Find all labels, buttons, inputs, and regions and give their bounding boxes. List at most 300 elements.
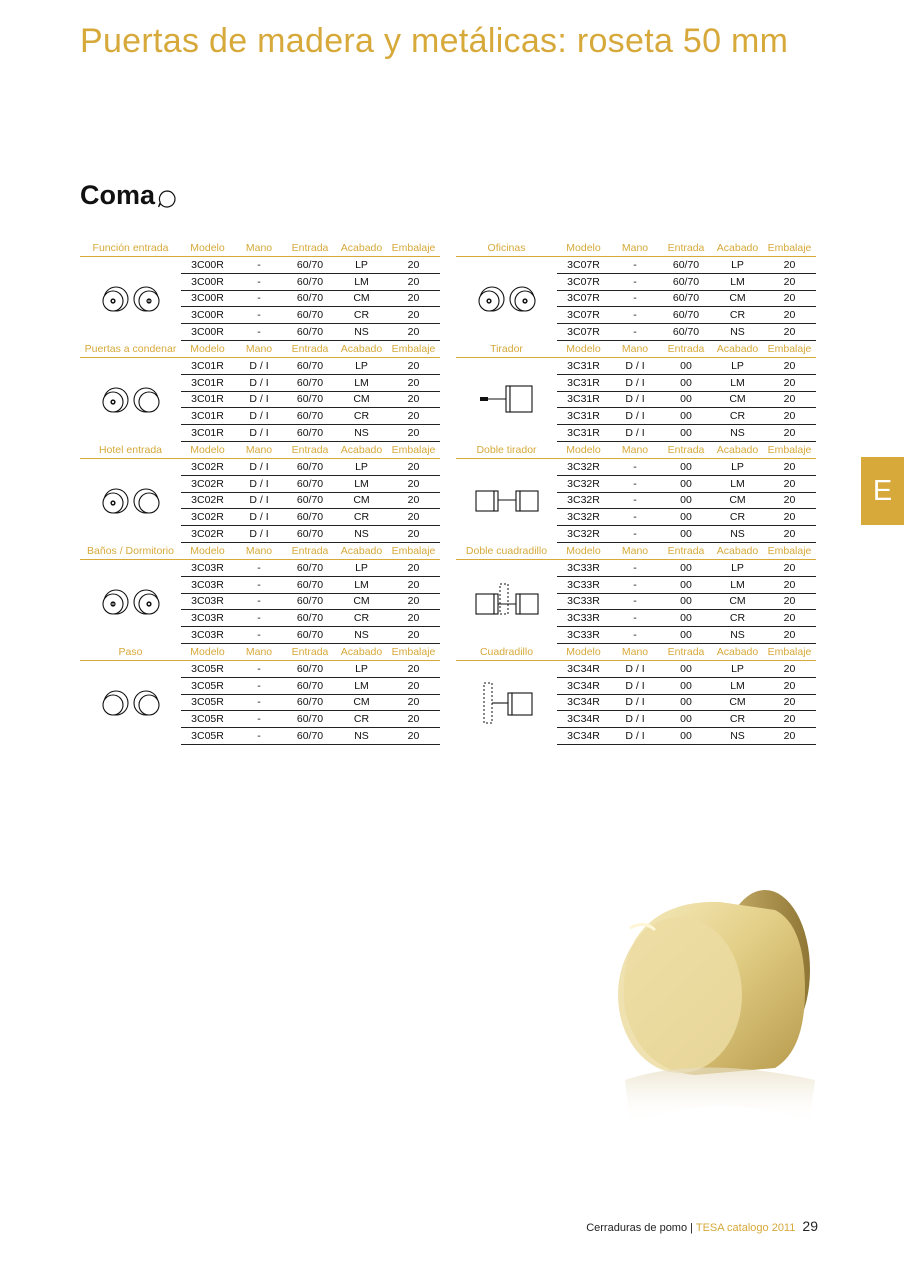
cell-entrada: 00 [680,730,692,743]
cell-embalaje: 20 [407,578,420,591]
cell-acabado: CM [729,494,746,507]
column-header-modelo: Modelo [190,242,225,254]
cell-embalaje: 20 [407,511,420,524]
cell-mano: - [633,309,637,322]
cell-mano: D / I [625,730,645,743]
cell-entrada: 60/70 [296,393,324,406]
cell-entrada: 60/70 [296,679,324,692]
cell-acabado: LP [731,561,744,574]
column-header-embalaje: Embalaje [391,545,436,557]
cell-mano: - [257,713,261,726]
table-rows [181,560,440,644]
cell-mano: - [633,578,637,591]
cell-mano: - [633,595,637,608]
cell-acabado: LM [354,477,369,490]
cell-mano: D / I [625,393,645,406]
cell-entrada: 60/70 [672,275,700,288]
cell-modelo: 3C05R [191,696,224,709]
cell-entrada: 60/70 [672,258,700,271]
cell-embalaje: 20 [783,696,796,709]
column-header-modelo: Modelo [190,343,225,355]
cell-entrada: 00 [680,561,692,574]
cell-embalaje: 20 [783,528,796,541]
cell-entrada: 00 [680,460,692,473]
cell-acabado: LM [730,578,745,591]
cell-embalaje: 20 [783,713,796,726]
table-header [456,442,816,459]
cell-mano: - [633,528,637,541]
cell-mano: - [633,275,637,288]
cell-modelo: 3C01R [191,427,224,440]
cell-embalaje: 20 [783,393,796,406]
cell-modelo: 3C05R [191,662,224,675]
cell-embalaje: 20 [783,309,796,322]
column-header-embalaje: Embalaje [767,343,812,355]
table-rows [557,257,816,341]
cell-acabado: LP [731,662,744,675]
cell-mano: D / I [249,376,269,389]
cell-entrada: 60/70 [296,292,324,305]
cell-mano: - [633,629,637,642]
cell-mano: D / I [625,662,645,675]
cell-entrada: 60/70 [672,326,700,339]
cell-modelo: 3C34R [567,713,600,726]
cell-mano: D / I [249,477,269,490]
cell-modelo: 3C05R [191,679,224,692]
column-header-acabado: Acabado [716,343,759,355]
column-header-entrada: Entrada [291,343,329,355]
table-row [557,307,816,324]
cell-modelo: 3C00R [191,275,224,288]
cell-entrada: 60/70 [296,578,324,591]
cell-acabado: NS [354,629,369,642]
cell-modelo: 3C01R [191,359,224,372]
column-header-entrada: Entrada [667,545,705,557]
cell-acabado: LM [730,275,745,288]
cell-mano: - [257,696,261,709]
cell-mano: - [633,326,637,339]
function-name: Hotel entrada [98,444,163,456]
column-header-embalaje: Embalaje [767,242,812,254]
function-name: Puertas a condenar [84,343,177,355]
cell-embalaje: 20 [783,662,796,675]
function-name: Doble cuadradillo [465,545,548,557]
table-row [181,509,440,526]
cell-modelo: 3C00R [191,309,224,322]
column-header-modelo: Modelo [190,646,225,658]
cell-embalaje: 20 [407,427,420,440]
function-name: Oficinas [487,242,526,254]
column-header-acabado: Acabado [340,444,383,456]
cell-entrada: 00 [680,696,692,709]
table-row [557,324,816,341]
column-header-modelo: Modelo [190,444,225,456]
cell-entrada: 60/70 [296,460,324,473]
cell-mano: D / I [249,460,269,473]
function-name: Doble tirador [476,444,537,456]
table-row [181,324,440,341]
table-row [181,375,440,392]
cell-acabado: CR [353,410,370,423]
cell-embalaje: 20 [783,595,796,608]
cell-mano: - [257,662,261,675]
cell-entrada: 60/70 [296,561,324,574]
cell-acabado: LM [730,477,745,490]
comma-knob-icon [157,185,177,216]
cell-acabado: LM [354,376,369,389]
cell-acabado: CR [353,612,370,625]
cell-modelo: 3C31R [567,359,600,372]
cell-acabado: CM [353,494,370,507]
table-row [181,425,440,442]
column-header-entrada: Entrada [667,444,705,456]
doble-cuadradillo-diagram-icon [456,560,557,644]
cell-mano: - [257,309,261,322]
column-header-mano: Mano [621,545,649,557]
column-header-embalaje: Embalaje [391,646,436,658]
cell-entrada: 60/70 [296,662,324,675]
cell-embalaje: 20 [407,359,420,372]
column-header-mano: Mano [245,343,273,355]
table-header [456,240,816,257]
column-header-mano: Mano [621,242,649,254]
table-row [557,577,816,594]
table-row [557,375,816,392]
product-block-doble-tirador [456,442,816,543]
cell-mano: - [633,477,637,490]
cell-embalaje: 20 [407,258,420,271]
cell-entrada: 60/70 [296,696,324,709]
cell-acabado: CR [729,612,746,625]
cell-embalaje: 20 [783,427,796,440]
cell-acabado: CR [353,511,370,524]
cell-entrada: 00 [680,578,692,591]
cell-mano: - [633,494,637,507]
cell-acabado: CR [353,309,370,322]
table-row [557,627,816,644]
cell-acabado: LP [355,460,368,473]
cell-modelo: 3C05R [191,713,224,726]
cell-mano: D / I [625,679,645,692]
cell-mano: - [633,511,637,524]
tirador-diagram-icon [456,358,557,442]
cell-embalaje: 20 [783,410,796,423]
cell-modelo: 3C03R [191,561,224,574]
column-header-entrada: Entrada [291,242,329,254]
column-header-modelo: Modelo [566,646,601,658]
cell-acabado: CR [729,713,746,726]
cell-modelo: 3C05R [191,730,224,743]
table-row [557,493,816,510]
cell-acabado: LM [354,275,369,288]
cell-embalaje: 20 [407,730,420,743]
function-name: Paso [118,646,143,658]
cell-modelo: 3C03R [191,629,224,642]
cell-acabado: NS [730,528,745,541]
cell-entrada: 00 [680,393,692,406]
table-rows [557,661,816,745]
column-header-embalaje: Embalaje [391,242,436,254]
column-header-embalaje: Embalaje [391,444,436,456]
left-product-table [80,240,440,745]
table-row [181,560,440,577]
table-row [557,358,816,375]
cell-embalaje: 20 [407,292,420,305]
cell-entrada: 00 [680,662,692,675]
cell-acabado: NS [354,528,369,541]
cell-modelo: 3C34R [567,730,600,743]
cell-mano: D / I [625,427,645,440]
column-header-entrada: Entrada [667,242,705,254]
cell-mano: - [257,292,261,305]
page-title: Puertas de madera y metálicas: roseta 50 mm [80,22,789,60]
cell-entrada: 60/70 [296,427,324,440]
cell-modelo: 3C02R [191,511,224,524]
table-rows [181,459,440,543]
table-row [181,577,440,594]
cell-acabado: LM [730,679,745,692]
cell-modelo: 3C31R [567,427,600,440]
column-header-acabado: Acabado [340,646,383,658]
column-header-embalaje: Embalaje [391,343,436,355]
cell-mano: - [633,612,637,625]
cell-embalaje: 20 [783,460,796,473]
cell-entrada: 00 [680,494,692,507]
cell-modelo: 3C31R [567,393,600,406]
cell-embalaje: 20 [407,326,420,339]
cell-acabado: CM [729,696,746,709]
cell-mano: - [633,460,637,473]
table-row [557,257,816,274]
table-row [557,476,816,493]
cell-embalaje: 20 [783,679,796,692]
table-rows [557,358,816,442]
cell-entrada: 00 [680,595,692,608]
cell-entrada: 60/70 [296,410,324,423]
table-header [80,543,440,560]
cell-mano: D / I [625,359,645,372]
cell-acabado: LP [355,258,368,271]
cell-modelo: 3C34R [567,662,600,675]
cell-entrada: 60/70 [296,494,324,507]
cell-embalaje: 20 [783,376,796,389]
product-block-oficinas [456,240,816,341]
cell-embalaje: 20 [407,393,420,406]
table-row [557,610,816,627]
table-header [456,543,816,560]
cell-embalaje: 20 [407,376,420,389]
function-name: Función entrada [92,242,169,254]
cell-embalaje: 20 [783,629,796,642]
cell-acabado: NS [354,326,369,339]
banos-dormitorio-diagram-icon [80,560,181,644]
cell-acabado: LP [731,460,744,473]
function-name: Baños / Dormitorio [87,545,174,557]
cell-modelo: 3C01R [191,393,224,406]
column-header-acabado: Acabado [340,343,383,355]
cell-acabado: LM [354,679,369,692]
puertas-a-condenar-diagram-icon [80,358,181,442]
table-row [181,627,440,644]
cuadradillo-diagram-icon [456,661,557,745]
table-row [557,509,816,526]
cell-acabado: CR [729,511,746,524]
cell-embalaje: 20 [783,275,796,288]
cell-embalaje: 20 [407,494,420,507]
coma-knob-product-photo [600,880,840,1130]
product-block-banos-dormitorio [80,543,440,644]
cell-modelo: 3C00R [191,326,224,339]
cell-entrada: 60/70 [296,326,324,339]
column-header-mano: Mano [245,545,273,557]
cell-mano: - [257,629,261,642]
cell-acabado: LM [730,376,745,389]
doble-tirador-diagram-icon [456,459,557,543]
cell-entrada: 60/70 [296,359,324,372]
cell-acabado: CR [729,309,746,322]
table-rows [181,661,440,745]
column-header-modelo: Modelo [566,242,601,254]
cell-acabado: LP [355,561,368,574]
cell-entrada: 60/70 [296,595,324,608]
cell-mano: D / I [249,528,269,541]
cell-modelo: 3C32R [567,511,600,524]
cell-acabado: NS [730,730,745,743]
table-row [181,358,440,375]
column-header-acabado: Acabado [716,444,759,456]
cell-mano: - [257,561,261,574]
cell-modelo: 3C03R [191,578,224,591]
cell-mano: D / I [625,410,645,423]
cell-embalaje: 20 [783,292,796,305]
cell-embalaje: 20 [783,612,796,625]
column-header-acabado: Acabado [716,242,759,254]
table-row [181,476,440,493]
cell-modelo: 3C00R [191,292,224,305]
cell-embalaje: 20 [407,561,420,574]
table-row [181,526,440,543]
cell-acabado: NS [730,326,745,339]
product-block-funcion-entrada [80,240,440,341]
cell-mano: - [257,578,261,591]
cell-mano: D / I [249,511,269,524]
cell-modelo: 3C07R [567,326,600,339]
cell-modelo: 3C33R [567,578,600,591]
cell-modelo: 3C32R [567,460,600,473]
cell-embalaje: 20 [407,460,420,473]
cell-acabado: LP [355,662,368,675]
table-rows [557,459,816,543]
column-header-entrada: Entrada [291,646,329,658]
cell-entrada: 60/70 [296,730,324,743]
table-header [456,644,816,661]
page-number: 29 [802,1218,818,1234]
cell-modelo: 3C01R [191,376,224,389]
table-row [181,408,440,425]
cell-modelo: 3C02R [191,494,224,507]
oficinas-diagram-icon [456,257,557,341]
cell-entrada: 60/70 [296,477,324,490]
cell-acabado: NS [354,730,369,743]
cell-entrada: 00 [680,528,692,541]
cell-modelo: 3C32R [567,494,600,507]
cell-acabado: CM [729,595,746,608]
cell-modelo: 3C07R [567,275,600,288]
cell-mano: - [257,258,261,271]
cell-acabado: LP [731,258,744,271]
cell-entrada: 60/70 [296,275,324,288]
cell-embalaje: 20 [407,477,420,490]
cell-modelo: 3C33R [567,629,600,642]
cell-embalaje: 20 [783,359,796,372]
table-row [181,307,440,324]
cell-acabado: LP [731,359,744,372]
cell-acabado: CR [353,713,370,726]
cell-modelo: 3C34R [567,679,600,692]
column-header-embalaje: Embalaje [767,545,812,557]
cell-entrada: 00 [680,612,692,625]
table-header [80,240,440,257]
cell-entrada: 00 [680,376,692,389]
table-row [181,257,440,274]
cell-modelo: 3C02R [191,460,224,473]
cell-modelo: 3C33R [567,612,600,625]
column-header-mano: Mano [621,444,649,456]
cell-entrada: 00 [680,679,692,692]
table-row [557,711,816,728]
column-header-modelo: Modelo [190,545,225,557]
cell-acabado: LM [354,578,369,591]
cell-acabado: CM [729,292,746,305]
column-header-entrada: Entrada [667,646,705,658]
cell-modelo: 3C03R [191,595,224,608]
section-tab-e[interactable]: E [861,457,904,525]
cell-modelo: 3C00R [191,258,224,271]
column-header-mano: Mano [621,343,649,355]
table-header [80,442,440,459]
cell-modelo: 3C33R [567,595,600,608]
cell-acabado: CR [729,410,746,423]
table-rows [557,560,816,644]
cell-entrada: 00 [680,477,692,490]
cell-mano: - [633,561,637,574]
table-row [181,291,440,308]
cell-mano: - [257,275,261,288]
table-header [80,341,440,358]
funcion-entrada-diagram-icon [80,257,181,341]
cell-embalaje: 20 [407,595,420,608]
table-row [181,678,440,695]
function-name: Cuadradillo [479,646,534,658]
cell-acabado: LP [355,359,368,372]
table-header [456,341,816,358]
column-header-modelo: Modelo [566,545,601,557]
footer-brand: TESA catalogo 2011 [695,1222,796,1234]
column-header-modelo: Modelo [566,343,601,355]
cell-embalaje: 20 [407,275,420,288]
product-block-hotel-entrada [80,442,440,543]
table-row [557,526,816,543]
cell-mano: - [633,258,637,271]
cell-embalaje: 20 [407,528,420,541]
cell-mano: D / I [249,410,269,423]
cell-mano: - [257,730,261,743]
cell-mano: D / I [625,376,645,389]
cell-entrada: 00 [680,359,692,372]
cell-modelo: 3C07R [567,292,600,305]
cell-modelo: 3C01R [191,410,224,423]
table-row [557,408,816,425]
